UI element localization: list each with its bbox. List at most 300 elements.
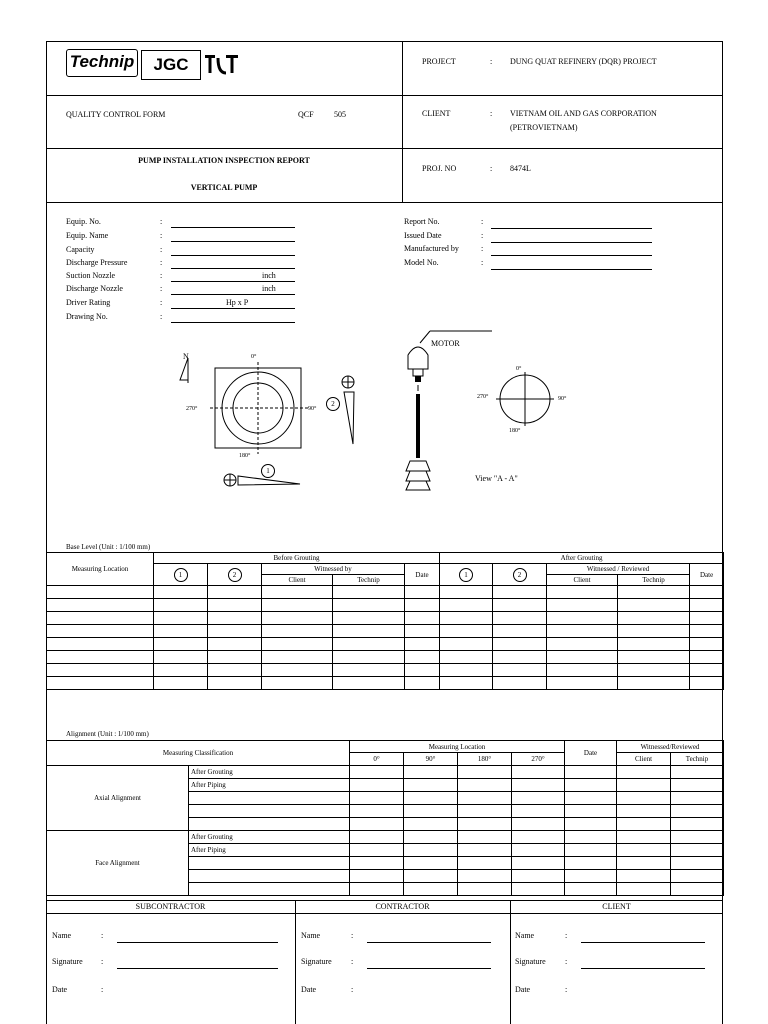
table-cell[interactable] (617, 831, 671, 844)
field-colon: : (160, 258, 163, 267)
table-cell[interactable] (404, 870, 458, 883)
field-input-line[interactable] (491, 255, 652, 256)
client-value-2: (PETROVIETNAM) (510, 123, 578, 132)
table-cell[interactable] (47, 638, 154, 651)
table-cell[interactable] (350, 844, 404, 857)
view-label: View "A - A" (475, 474, 518, 483)
field-input-line[interactable] (491, 242, 652, 243)
field-input-line[interactable] (171, 268, 295, 269)
field-input-line[interactable] (491, 228, 652, 229)
table-cell[interactable] (333, 599, 405, 612)
header-line-2 (46, 148, 723, 149)
table-cell[interactable] (154, 638, 208, 651)
table-cell[interactable] (565, 844, 617, 857)
table-cell[interactable] (440, 612, 493, 625)
before-point-1: 1 (154, 564, 208, 586)
report-subtitle: VERTICAL PUMP (190, 183, 258, 192)
table-cell[interactable] (671, 779, 724, 792)
table-cell[interactable] (493, 638, 547, 651)
table-cell[interactable] (617, 818, 671, 831)
field-label: Equip. No. (66, 217, 101, 226)
table-cell[interactable] (333, 638, 405, 651)
table-cell[interactable] (458, 870, 512, 883)
sub-classification: After Piping (189, 779, 350, 792)
table-cell[interactable] (154, 599, 208, 612)
table-cell[interactable] (404, 792, 458, 805)
view-deg-0: 0° (516, 366, 522, 372)
table-row (47, 766, 724, 779)
table-cell[interactable] (617, 870, 671, 883)
sub-classification (189, 857, 350, 870)
table-cell[interactable] (617, 844, 671, 857)
table-cell[interactable] (458, 779, 512, 792)
table-cell[interactable] (333, 677, 405, 690)
table-cell[interactable] (671, 792, 724, 805)
table-cell[interactable] (440, 599, 493, 612)
table-cell[interactable] (333, 612, 405, 625)
table-cell[interactable] (618, 586, 690, 599)
circle-marker-2: 2 (326, 397, 340, 411)
field-suffix: Hp x P (226, 298, 249, 307)
table-cell[interactable] (262, 625, 333, 638)
base-level-table (46, 552, 724, 690)
table-cell[interactable] (405, 651, 440, 664)
table-cell[interactable] (512, 818, 565, 831)
table-cell[interactable] (512, 779, 565, 792)
table-cell[interactable] (690, 599, 724, 612)
table-cell[interactable] (154, 625, 208, 638)
table-cell[interactable] (512, 805, 565, 818)
projno-colon: : (490, 164, 493, 173)
field-colon: : (160, 245, 163, 254)
field-colon: : (160, 217, 163, 226)
subcontractor-header: SUBCONTRACTOR (135, 902, 206, 911)
table-cell[interactable] (458, 857, 512, 870)
field-label: Drawing No. (66, 312, 108, 321)
signature-input-line[interactable] (367, 968, 491, 969)
circle-marker-1: 1 (261, 464, 275, 478)
table-cell[interactable] (154, 677, 208, 690)
field-colon: : (160, 312, 163, 321)
table-cell[interactable] (404, 857, 458, 870)
date-label: Date (301, 985, 317, 994)
signature-top-line (46, 900, 723, 901)
vertical-pump-drawing (400, 325, 500, 495)
table-cell[interactable] (350, 831, 404, 844)
table-cell[interactable] (333, 586, 405, 599)
table-cell[interactable] (671, 844, 724, 857)
table-cell[interactable] (458, 883, 512, 896)
signature-label: Signature (515, 957, 546, 966)
report-title: PUMP INSTALLATION INSPECTION REPORT (138, 156, 310, 165)
table-cell[interactable] (440, 625, 493, 638)
table-cell[interactable] (350, 857, 404, 870)
angle-0-header: 0° (350, 753, 404, 766)
table-cell[interactable] (493, 664, 547, 677)
table-row (47, 612, 724, 625)
measuring-classification-header: Measuring Classification (47, 741, 350, 766)
table-cell[interactable] (512, 766, 565, 779)
table-cell[interactable] (350, 870, 404, 883)
motor-label: MOTOR (431, 339, 460, 348)
table-cell[interactable] (47, 612, 154, 625)
table-cell[interactable] (208, 586, 262, 599)
table-cell[interactable] (350, 883, 404, 896)
table-row (47, 599, 724, 612)
sub-classification (189, 870, 350, 883)
table-cell[interactable] (493, 651, 547, 664)
before-technip-header: Technip (333, 575, 405, 586)
logo-tct (204, 52, 240, 76)
table-cell[interactable] (547, 599, 618, 612)
table-row (47, 677, 724, 690)
table-cell[interactable] (208, 638, 262, 651)
witnessed-by-header: Witnessed by (262, 564, 405, 575)
name-label: Name (301, 931, 321, 940)
table-cell[interactable] (512, 792, 565, 805)
table-cell[interactable] (405, 638, 440, 651)
table-cell[interactable] (47, 677, 154, 690)
table-cell[interactable] (404, 779, 458, 792)
table-cell[interactable] (565, 766, 617, 779)
north-label: N (183, 352, 189, 361)
field-colon: : (481, 258, 484, 267)
table-cell[interactable] (565, 818, 617, 831)
table-cell[interactable] (493, 677, 547, 690)
field-label: Discharge Nozzle (66, 284, 123, 293)
field-label: Capacity (66, 245, 95, 254)
table-cell[interactable] (208, 677, 262, 690)
table-cell[interactable] (404, 805, 458, 818)
before-date-header: Date (405, 564, 440, 586)
table-cell[interactable] (333, 625, 405, 638)
table-cell[interactable] (690, 586, 724, 599)
table-cell[interactable] (404, 766, 458, 779)
view-deg-180: 180° (509, 428, 521, 434)
field-label: Issued Date (404, 231, 442, 240)
table-cell[interactable] (262, 612, 333, 625)
table-cell[interactable] (333, 664, 405, 677)
colon: : (351, 985, 354, 994)
client-colon: : (490, 109, 493, 118)
table-cell[interactable] (208, 599, 262, 612)
field-input-line[interactable] (171, 227, 295, 228)
colon: : (565, 985, 568, 994)
table-cell[interactable] (618, 638, 690, 651)
signature-header-line (46, 913, 723, 914)
table-cell[interactable] (350, 779, 404, 792)
table-cell[interactable] (493, 612, 547, 625)
after-grouting-header: After Grouting (440, 553, 724, 564)
qc-form-label: QUALITY CONTROL FORM (66, 110, 166, 119)
sub-classification (189, 805, 350, 818)
table-cell[interactable] (547, 625, 618, 638)
table-cell[interactable] (405, 677, 440, 690)
qcf-label: QCF (298, 110, 314, 119)
before-point-2: 2 (208, 564, 262, 586)
table-cell[interactable] (512, 844, 565, 857)
table-cell[interactable] (405, 586, 440, 599)
table-cell[interactable] (350, 818, 404, 831)
table-cell[interactable] (690, 625, 724, 638)
table-cell[interactable] (350, 766, 404, 779)
witnessed-reviewed-header: Witnessed / Reviewed (547, 564, 690, 575)
table-cell[interactable] (262, 677, 333, 690)
table-cell[interactable] (547, 586, 618, 599)
table-cell[interactable] (458, 766, 512, 779)
table-cell[interactable] (690, 664, 724, 677)
sub-classification: After Grouting (189, 831, 350, 844)
table-cell[interactable] (47, 586, 154, 599)
table-cell[interactable] (512, 883, 565, 896)
table-cell[interactable] (154, 651, 208, 664)
base-deg-0: 0° (251, 354, 257, 360)
after-point-1: 1 (440, 564, 493, 586)
signature-input-line[interactable] (117, 968, 278, 969)
table-row (47, 586, 724, 599)
field-colon: : (481, 244, 484, 253)
table-row (47, 638, 724, 651)
table-cell[interactable] (547, 638, 618, 651)
after-technip-header: Technip (618, 575, 690, 586)
field-input-line[interactable] (171, 241, 295, 242)
table-cell[interactable] (208, 651, 262, 664)
table-cell[interactable] (617, 792, 671, 805)
table-cell[interactable] (493, 586, 547, 599)
colon: : (101, 931, 104, 940)
table-cell[interactable] (493, 625, 547, 638)
axial-alignment-label: Axial Alignment (47, 766, 189, 831)
client-label: CLIENT (422, 109, 451, 118)
sub-classification (189, 818, 350, 831)
table-cell[interactable] (208, 664, 262, 677)
sub-classification (189, 792, 350, 805)
table-cell[interactable] (208, 612, 262, 625)
table-cell[interactable] (547, 612, 618, 625)
table-cell[interactable] (404, 844, 458, 857)
table-row (47, 625, 724, 638)
client-value-1: VIETNAM OIL AND GAS CORPORATION (510, 109, 657, 118)
table-cell[interactable] (350, 792, 404, 805)
table-cell[interactable] (671, 818, 724, 831)
date-label: Date (515, 985, 531, 994)
measuring-location-header: Measuring Location (47, 553, 154, 586)
field-label: Report No. (404, 217, 440, 226)
signature-label: Signature (301, 957, 332, 966)
table-row (47, 664, 724, 677)
colon: : (351, 957, 354, 966)
table-cell[interactable] (458, 792, 512, 805)
table-cell[interactable] (440, 677, 493, 690)
base-deg-270: 270° (186, 406, 198, 412)
signature-input-line[interactable] (581, 968, 705, 969)
project-label: PROJECT (422, 57, 456, 66)
view-deg-270: 270° (477, 394, 489, 400)
name-label: Name (515, 931, 535, 940)
table-cell[interactable] (617, 857, 671, 870)
table-cell[interactable] (565, 805, 617, 818)
colon: : (351, 931, 354, 940)
after-client-header: Client (547, 575, 618, 586)
table-cell[interactable] (618, 625, 690, 638)
qcf-value: 505 (334, 110, 346, 119)
alignment-date-header: Date (565, 741, 617, 766)
table-cell[interactable] (565, 831, 617, 844)
field-colon: : (160, 271, 163, 280)
date-label: Date (52, 985, 68, 994)
table-cell[interactable] (404, 818, 458, 831)
field-input-line[interactable] (491, 269, 652, 270)
field-input-line[interactable] (171, 281, 295, 282)
project-value: DUNG QUAT REFINERY (DQR) PROJECT (510, 57, 657, 66)
alignment-table (46, 740, 724, 896)
base-level-title: Base Level (Unit : 1/100 mm) (66, 543, 151, 551)
contractor-header: CONTRACTOR (375, 902, 430, 911)
field-label: Manufactured by (404, 244, 459, 253)
table-cell[interactable] (547, 651, 618, 664)
table-cell[interactable] (565, 792, 617, 805)
header-line-1 (46, 95, 723, 96)
table-cell[interactable] (262, 664, 333, 677)
field-colon: : (160, 231, 163, 240)
colon: : (565, 931, 568, 940)
colon: : (565, 957, 568, 966)
table-cell[interactable] (208, 625, 262, 638)
table-cell[interactable] (671, 857, 724, 870)
name-label: Name (52, 931, 72, 940)
table-cell[interactable] (512, 870, 565, 883)
table-cell[interactable] (47, 599, 154, 612)
name-input-line[interactable] (117, 942, 278, 943)
alignment-witnessed-header: Witnessed/Reviewed (617, 741, 724, 753)
table-cell[interactable] (690, 677, 724, 690)
table-cell[interactable] (547, 677, 618, 690)
base-deg-180: 180° (239, 453, 251, 459)
table-cell[interactable] (671, 883, 724, 896)
alignment-technip-header: Technip (671, 753, 724, 766)
signature-divider-2 (510, 900, 511, 1024)
table-cell[interactable] (617, 883, 671, 896)
alignment-title: Alignment (Unit : 1/100 mm) (66, 730, 149, 738)
table-cell[interactable] (458, 831, 512, 844)
table-cell[interactable] (440, 651, 493, 664)
field-label: Discharge Pressure (66, 258, 128, 267)
table-cell[interactable] (154, 612, 208, 625)
signature-divider-1 (295, 900, 296, 1024)
table-cell[interactable] (565, 883, 617, 896)
colon: : (101, 985, 104, 994)
table-cell[interactable] (458, 818, 512, 831)
table-cell[interactable] (262, 651, 333, 664)
table-cell[interactable] (512, 857, 565, 870)
table-cell[interactable] (154, 586, 208, 599)
angle-180-header: 180° (458, 753, 512, 766)
field-colon: : (160, 298, 163, 307)
table-cell[interactable] (47, 625, 154, 638)
alignment-location-header: Measuring Location (350, 741, 565, 753)
project-colon: : (490, 57, 493, 66)
table-cell[interactable] (565, 857, 617, 870)
table-cell[interactable] (404, 831, 458, 844)
table-cell[interactable] (618, 677, 690, 690)
table-cell[interactable] (405, 612, 440, 625)
field-label: Suction Nozzle (66, 271, 116, 280)
header-divider (402, 41, 403, 203)
field-input-line[interactable] (171, 308, 295, 309)
table-cell[interactable] (154, 664, 208, 677)
table-cell[interactable] (618, 651, 690, 664)
table-cell[interactable] (618, 599, 690, 612)
table-cell[interactable] (671, 870, 724, 883)
table-cell[interactable] (440, 664, 493, 677)
field-suffix: inch (262, 271, 276, 280)
view-deg-90: 90° (558, 396, 567, 402)
table-cell[interactable] (47, 651, 154, 664)
table-cell[interactable] (618, 612, 690, 625)
name-input-line[interactable] (581, 942, 705, 943)
table-cell[interactable] (512, 831, 565, 844)
table-cell[interactable] (671, 831, 724, 844)
table-cell[interactable] (690, 612, 724, 625)
table-row (47, 831, 724, 844)
table-cell[interactable] (617, 766, 671, 779)
logo-technip: Technip (66, 49, 138, 77)
table-cell[interactable] (440, 586, 493, 599)
table-cell[interactable] (350, 805, 404, 818)
colon: : (101, 957, 104, 966)
table-cell[interactable] (262, 638, 333, 651)
alignment-client-header: Client (617, 753, 671, 766)
logo-jgc: JGC (141, 50, 201, 80)
table-cell[interactable] (493, 599, 547, 612)
table-cell[interactable] (405, 599, 440, 612)
table-cell[interactable] (405, 625, 440, 638)
table-cell[interactable] (47, 664, 154, 677)
table-cell[interactable] (458, 844, 512, 857)
face-alignment-label: Face Alignment (47, 831, 189, 896)
table-cell[interactable] (404, 883, 458, 896)
table-cell[interactable] (690, 638, 724, 651)
field-input-line[interactable] (171, 294, 295, 295)
table-cell[interactable] (458, 805, 512, 818)
table-cell[interactable] (617, 805, 671, 818)
field-colon: : (481, 231, 484, 240)
field-input-line[interactable] (171, 322, 295, 323)
table-cell[interactable] (547, 664, 618, 677)
table-cell[interactable] (690, 651, 724, 664)
table-cell[interactable] (262, 586, 333, 599)
field-label: Model No. (404, 258, 439, 267)
table-cell[interactable] (671, 805, 724, 818)
table-cell[interactable] (440, 638, 493, 651)
after-date-header: Date (690, 564, 724, 586)
table-cell[interactable] (671, 766, 724, 779)
projno-value: 8474L (510, 164, 531, 173)
field-input-line[interactable] (171, 255, 295, 256)
table-cell[interactable] (333, 651, 405, 664)
field-label: Equip. Name (66, 231, 109, 240)
table-cell[interactable] (618, 664, 690, 677)
client-sign-header: CLIENT (602, 902, 631, 911)
table-cell[interactable] (617, 779, 671, 792)
table-cell[interactable] (405, 664, 440, 677)
sub-classification: After Piping (189, 844, 350, 857)
angle-90-header: 90° (404, 753, 458, 766)
name-input-line[interactable] (367, 942, 491, 943)
table-cell[interactable] (262, 599, 333, 612)
table-cell[interactable] (565, 779, 617, 792)
table-cell[interactable] (565, 870, 617, 883)
